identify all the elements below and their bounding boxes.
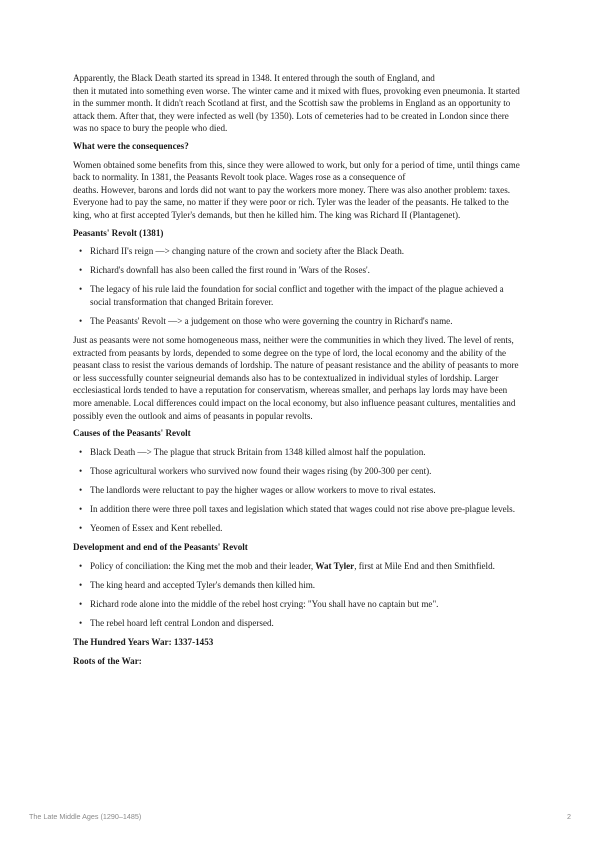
list-item	[73, 484, 525, 497]
consequences-text-1: Women obtained some benefits from this, since they were allowed to work, but only for a period of time, until things came back to normality. In 1381, the Peasants Revolt took place. Wages rose as a consequence of	[73, 159, 520, 183]
bullet-icon: •	[79, 580, 83, 590]
causes-heading: Causes of the Peasants' Revolt	[73, 428, 191, 439]
bullet-icon: •	[79, 523, 83, 534]
list-item-text: The landlords were reluctant to pay the higher wages or allow workers to move to rival estates.	[90, 485, 436, 496]
bullet-icon: •	[79, 316, 83, 326]
hundred-years-war-heading: The Hundred Years War: 1337-1453	[73, 637, 214, 648]
roots-of-war-heading: Roots of the War:	[73, 655, 142, 666]
list-item	[73, 283, 525, 308]
list-item-text: , first at Mile End and then Smithfield.	[354, 560, 495, 571]
peasant-communities-paragraph: Just as peasants were not some homogeneous mass, neither were the communities in which they lived. The level of rents, extracted from peasants by lords, depended to some degree on the type of lord, the local economy and the ability of the peasant class to resist the various demands of lordship. The nature of peasant resistance and the ability of peasants to more or less successfully counter seigneurial demands also has to be contextualized in individual styles of lordship. Larger ecclesiastical lords tended to have a reputation for conservatism, whereas smaller, and perhaps lay lords may have been more amenable. Local differences could impact on the local economy, but also influence peasant cultures, mentalities and possibly even the outlook and aims of peasants in popular revolts.	[73, 335, 519, 421]
list-item	[73, 465, 525, 478]
list-item	[73, 264, 525, 277]
bullet-icon: •	[79, 284, 83, 295]
list-item-text: The Peasants' Revolt —> a judgement on those who were governing the country in Richard's name.	[90, 316, 453, 326]
list-item-text: Black Death —> The plague that struck Britain from 1348 killed almost half the population.	[90, 446, 426, 457]
list-item-text: Policy of conciliation: the King met the mob and their leader,	[90, 560, 316, 571]
list-item-text: Richard rode alone into the middle of the rebel host crying: "You shall have no captain but me".	[90, 599, 439, 610]
list-item-text: The legacy of his rule laid the foundation for social conflict and together with the impact of the plague achieved a social transformation that changed Britain forever.	[90, 284, 504, 307]
bullet-icon: •	[79, 599, 83, 610]
bullet-icon: •	[79, 465, 83, 476]
list-item-text: Richard II's reign —> changing nature of the crown and society after the Black Death.	[90, 246, 405, 257]
page-number: 2	[567, 812, 571, 821]
list-item	[73, 503, 525, 516]
consequences-paragraph	[73, 159, 525, 222]
page-footer	[29, 812, 571, 821]
footer-title: The Late Middle Ages (1290–1485)	[29, 812, 142, 821]
intro-paragraph	[73, 72, 525, 135]
list-item-text: Yeomen of Essex and Kent rebelled.	[90, 523, 223, 534]
bullet-icon: •	[79, 265, 83, 276]
list-item-text: The rebel hoard left central London and dispersed.	[90, 618, 274, 629]
list-item	[73, 598, 525, 611]
bullet-icon: •	[79, 446, 83, 457]
consequences-heading: What were the consequences?	[73, 140, 189, 151]
bullet-icon: •	[79, 246, 83, 257]
bullet-icon: •	[79, 560, 83, 571]
list-item-text: Richard's downfall has also been called the first round in 'Wars of the Roses'.	[90, 265, 370, 276]
list-item	[73, 560, 525, 573]
list-item	[73, 579, 525, 592]
list-item-text: The king heard and accepted Tyler's demands then killed him.	[90, 580, 316, 590]
development-list	[73, 560, 525, 630]
list-item-text: Those agricultural workers who survived now found their wages rising (by 200-300 per cent).	[90, 465, 432, 476]
wat-tyler-name: Wat Tyler	[315, 560, 355, 571]
list-item	[73, 446, 525, 459]
list-item	[73, 522, 525, 535]
list-item-text: In addition there were three poll taxes and legislation which stated that wages could not rise above pre-plague levels.	[90, 504, 515, 515]
bullet-icon: •	[79, 618, 83, 629]
intro-line-2: then it mutated into something even worse. The winter came and it mixed with flues, provoking even pneumonia. It started in the summer month. It didn't reach Scotland at first, and the Scottish saw the problems in England as an opportunity to attack them. After that, they were infected as well (by 1350). Lots of cemeteries had to be created in London since there was no space to bury the people who died.	[73, 85, 520, 134]
document-body	[73, 72, 525, 673]
peasants-revolt-heading: Peasants' Revolt (1381)	[73, 227, 164, 238]
list-item	[73, 315, 525, 328]
bullet-icon: •	[79, 504, 83, 515]
list-item	[73, 245, 525, 258]
bullet-icon: •	[79, 485, 83, 496]
development-heading: Development and end of the Peasants' Revolt	[73, 542, 248, 553]
consequences-text-2: deaths. However, barons and lords did not want to pay the workers more money. There was also another problem: taxes. Everyone had to pay the same, no matter if they were poor or rich. Tyler was the leader of the peasants. He talked to the king, who at first accepted Tyler's demands, but then he killed him. The king was Richard II (Plantagenet).	[73, 184, 511, 220]
intro-line-1: Apparently, the Black Death started its spread in 1348. It entered through the south of England, and	[73, 73, 435, 83]
peasants-revolt-list	[73, 245, 525, 327]
list-item	[73, 617, 525, 630]
causes-list	[73, 446, 525, 535]
